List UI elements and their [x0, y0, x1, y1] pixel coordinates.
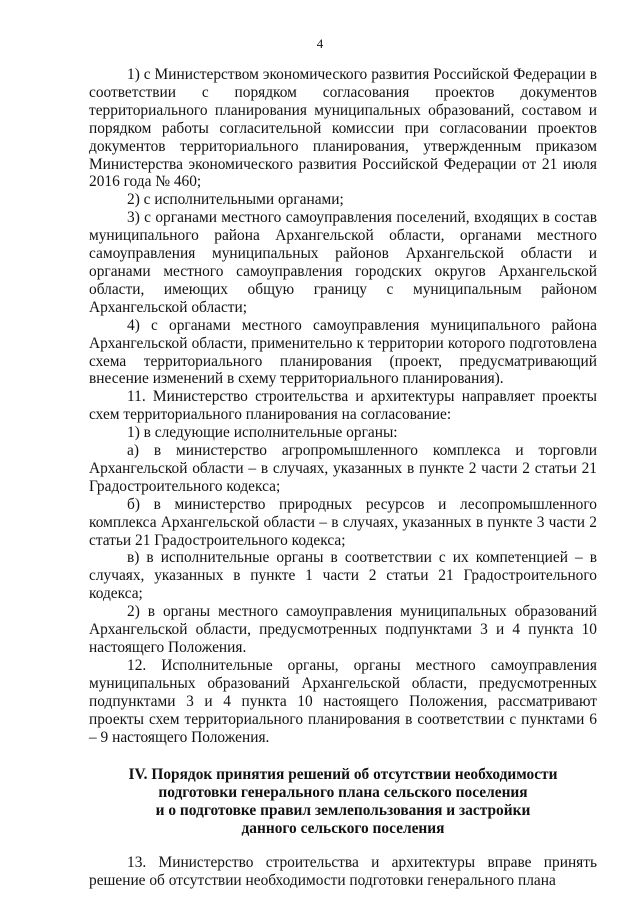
- paragraph-10-3: 3) с органами местного самоуправления поселений, входящих в состав муниципального района Архангельской области, органами местного самоуправления муниципальных районов Архангельской области и органами местного самоуправления городских округов Архангельской области, имеющих общую границу с муниципальным районом Архангельской области;: [89, 209, 597, 316]
- section-heading-line: подготовки генерального плана сельского поселения: [158, 784, 528, 802]
- section-heading-line: и о подготовке правил землепользования и застройки: [155, 802, 531, 820]
- paragraph-13: 13. Министерство строительства и архитектуры вправе принять решение об отсутствии необходимости подготовки генерального плана: [89, 854, 597, 889]
- document-body: [89, 66, 597, 890]
- section-heading: [89, 766, 597, 838]
- paragraph-11-1: 1) в следующие исполнительные органы:: [127, 424, 398, 442]
- paragraph-11-1-a: а) в министерство агропромышленного комплекса и торговли Архангельской области – в случаях, указанных в пункте 2 части 2 статьи 21 Градостроительного кодекса;: [89, 442, 597, 495]
- paragraph-12: 12. Исполнительные органы, органы местного самоуправления муниципальных образований Архангельской области, предусмотренных подпунктами 3 и 4 пункта 10 настоящего Положения, рассматривают проекты схем территориального планирования в соответствии с пунктами 6 – 9 настоящего Положения.: [89, 656, 597, 746]
- paragraph-11-2: 2) в органы местного самоуправления муниципальных образований Архангельской области, предусмотренных подпунктами 3 и 4 пункта 10 настоящего Положения.: [89, 603, 597, 656]
- section-heading-line: данного сельского поселения: [241, 820, 445, 838]
- paragraph-11-1-b: б) в министерство природных ресурсов и лесопромышленного комплекса Архангельской области – в случаях, указанных в пункте 3 части 2 статьи 21 Градостроительного кодекса;: [89, 495, 597, 549]
- paragraph-10-2: 2) с исполнительными органами;: [127, 191, 344, 209]
- page-number: 4: [316, 36, 324, 51]
- paragraph-10-4: 4) с органами местного самоуправления муниципального района Архангельской области, применительно к территории которого подготовлена схема территориального планирования (проект, предусматривающий внесение изменений в схему территориального планирования).: [89, 316, 597, 388]
- paragraph-11: 11. Министерство строительства и архитектуры направляет проекты схем территориального планирования на согласование:: [89, 388, 597, 424]
- paragraph-10-1: 1) с Министерством экономического развития Российской Федерации в соответствии с порядком согласования проектов документов территориального планирования муниципальных образований, составом и порядком работы согласительной комиссии при согласовании проектов документов территориального планирования, утвержденным приказом Министерства экономического развития Российской Федерации от 21 июля 2016 года № 460;: [89, 66, 597, 191]
- paragraph-11-1-v: в) в исполнительные органы в соответствии с их компетенцией – в случаях, указанных в пункте 1 части 2 статьи 21 Градостроительного кодекса;: [89, 549, 597, 603]
- section-heading-line: IV. Порядок принятия решений об отсутствии необходимости: [128, 766, 558, 784]
